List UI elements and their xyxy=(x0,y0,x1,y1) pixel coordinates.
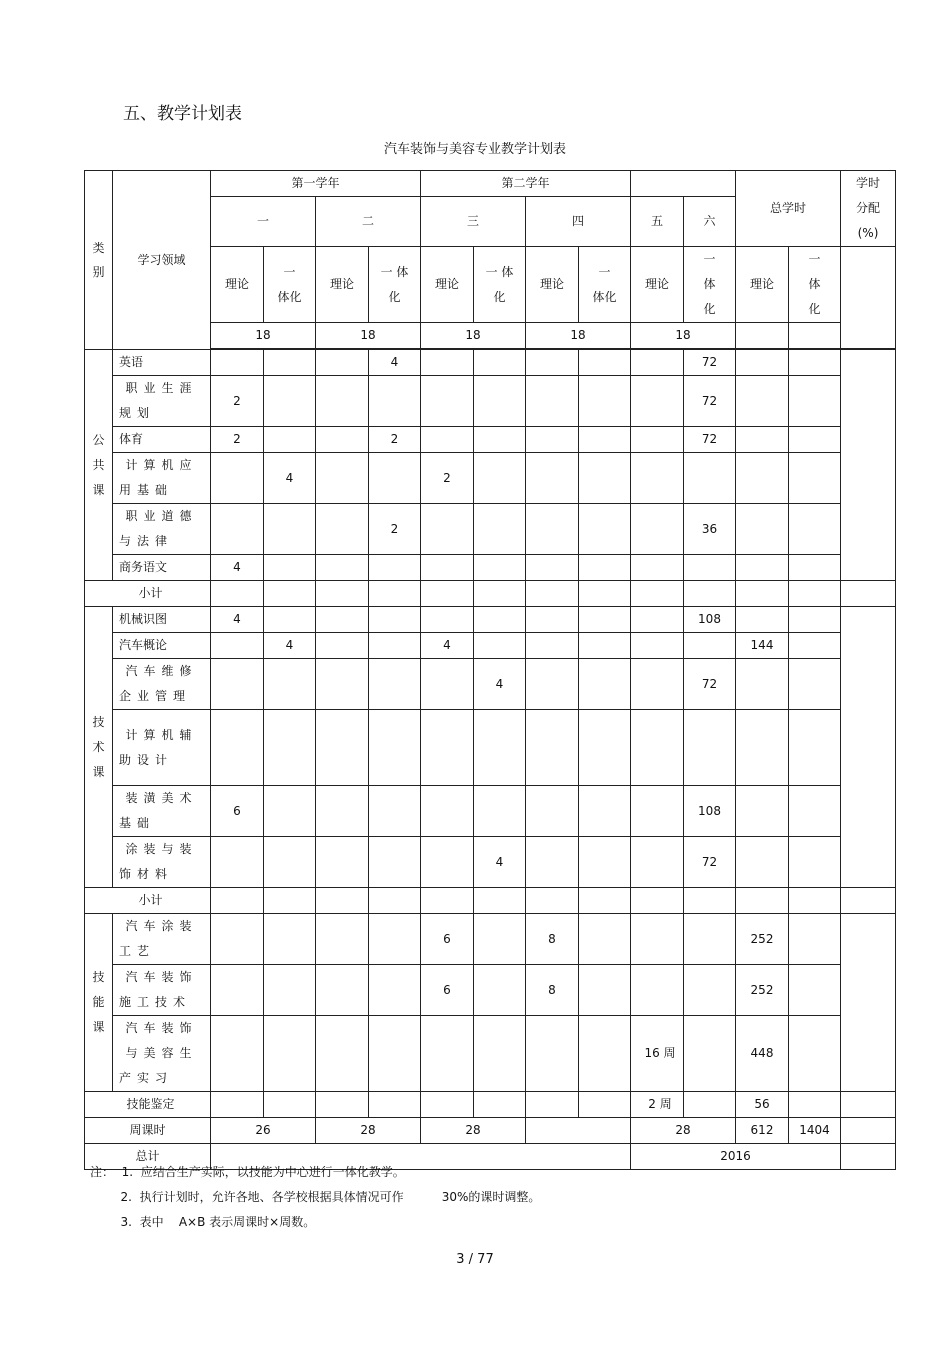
hours-cell: 2 xyxy=(369,427,421,453)
hours-cell xyxy=(579,710,631,786)
course-row xyxy=(85,555,896,581)
course-name: 商务语文 xyxy=(113,555,211,581)
hours-cell xyxy=(631,376,684,427)
skill-assessment-weeks: 2 周 xyxy=(631,1092,684,1118)
hours-cell xyxy=(421,710,474,786)
hours-cell xyxy=(579,376,631,427)
course-row xyxy=(85,376,896,427)
hours-cell xyxy=(474,350,526,376)
hours-cell: 8 xyxy=(526,965,579,1016)
hours-cell xyxy=(264,376,316,427)
theory-label: 理论 xyxy=(421,247,474,323)
hours-cell xyxy=(526,453,579,504)
course-row xyxy=(85,914,896,965)
hours-cell xyxy=(631,786,684,837)
hours-cell xyxy=(421,350,474,376)
hours-cell xyxy=(421,607,474,633)
hours-cell xyxy=(684,710,736,786)
hours-cell xyxy=(789,555,841,581)
hours-cell: 72 xyxy=(684,350,736,376)
hours-cell xyxy=(526,786,579,837)
hours-cell: 8 xyxy=(526,914,579,965)
hours-cell xyxy=(211,453,264,504)
hours-cell xyxy=(684,453,736,504)
term5-header: 五 xyxy=(631,197,684,247)
hours-cell: 252 xyxy=(736,965,789,1016)
course-row xyxy=(85,659,896,710)
ratio-header: 学时 分配 (%) xyxy=(841,171,896,247)
hours-cell xyxy=(631,555,684,581)
course-name: 计算机应用基础 xyxy=(113,453,211,504)
hours-cell xyxy=(526,350,579,376)
course-name: 汽车装饰施工技术 xyxy=(113,965,211,1016)
course-row xyxy=(85,710,896,786)
hours-cell xyxy=(684,1016,736,1092)
hours-cell xyxy=(631,633,684,659)
hours-cell xyxy=(579,504,631,555)
hours-cell xyxy=(579,786,631,837)
year1-header: 第一学年 xyxy=(211,171,421,197)
hours-cell xyxy=(631,965,684,1016)
course-row xyxy=(85,607,896,633)
hours-cell xyxy=(684,965,736,1016)
hours-cell: 72 xyxy=(684,427,736,453)
hours-cell xyxy=(631,607,684,633)
term6-header: 六 xyxy=(684,197,736,247)
hours-cell xyxy=(526,710,579,786)
hours-cell xyxy=(316,504,369,555)
hours-cell xyxy=(264,1016,316,1092)
hours-cell xyxy=(526,427,579,453)
course-name: 装潢美术基础 xyxy=(113,786,211,837)
theory-label: 理论 xyxy=(526,247,579,323)
hours-cell xyxy=(579,555,631,581)
course-name: 机械识图 xyxy=(113,607,211,633)
term3-header: 三 xyxy=(421,197,526,247)
hours-cell: 16 周 xyxy=(631,1016,684,1092)
hours-cell xyxy=(736,659,789,710)
hours-cell xyxy=(684,633,736,659)
hours-cell xyxy=(789,914,841,965)
hours-cell: 4 xyxy=(421,633,474,659)
hours-cell xyxy=(789,710,841,786)
term4-header: 四 xyxy=(526,197,631,247)
hours-cell xyxy=(369,633,421,659)
course-row xyxy=(85,1016,896,1092)
hours-cell xyxy=(789,376,841,427)
course-row xyxy=(85,504,896,555)
hours-cell xyxy=(369,555,421,581)
hours-cell xyxy=(211,350,264,376)
hours-cell xyxy=(526,607,579,633)
hours-cell xyxy=(421,376,474,427)
hours-cell xyxy=(474,504,526,555)
hours-cell xyxy=(316,1016,369,1092)
hours-cell xyxy=(211,504,264,555)
hours-cell xyxy=(369,786,421,837)
hours-cell: 2 xyxy=(421,453,474,504)
weekly-hours-term3: 28 xyxy=(421,1118,526,1144)
integrated-label: 一 体 化 xyxy=(684,247,736,323)
weeks-term56: 18 xyxy=(631,323,736,349)
hours-cell xyxy=(211,633,264,659)
hours-cell: 2 xyxy=(211,427,264,453)
weekly-hours-row xyxy=(85,1118,896,1144)
hours-cell: 72 xyxy=(684,837,736,888)
hours-cell xyxy=(316,965,369,1016)
hours-cell: 4 xyxy=(211,555,264,581)
hours-cell xyxy=(474,710,526,786)
ratio-cell xyxy=(841,607,896,888)
hours-cell xyxy=(789,786,841,837)
course-row xyxy=(85,453,896,504)
term1-header: 一 xyxy=(211,197,316,247)
hours-cell xyxy=(631,350,684,376)
category-header: 类 别 xyxy=(85,171,113,350)
hours-cell xyxy=(369,914,421,965)
hours-cell xyxy=(736,427,789,453)
hours-cell xyxy=(316,633,369,659)
hours-cell xyxy=(421,786,474,837)
hours-cell xyxy=(264,914,316,965)
hours-cell xyxy=(264,504,316,555)
page-number: 3 / 77 xyxy=(456,1252,494,1267)
hours-cell xyxy=(211,710,264,786)
hours-cell xyxy=(369,453,421,504)
hours-cell xyxy=(736,607,789,633)
hours-cell xyxy=(211,1016,264,1092)
course-name: 英语 xyxy=(113,350,211,376)
skill-assessment-hours: 56 xyxy=(736,1092,789,1118)
hours-cell xyxy=(316,786,369,837)
hours-cell xyxy=(631,710,684,786)
notes xyxy=(90,1160,540,1235)
hours-cell xyxy=(526,376,579,427)
hours-cell xyxy=(369,659,421,710)
hours-cell xyxy=(316,710,369,786)
hours-cell xyxy=(736,453,789,504)
hours-cell xyxy=(789,350,841,376)
group-label: 技 术 课 xyxy=(85,607,113,888)
hours-cell xyxy=(789,427,841,453)
hours-cell xyxy=(789,659,841,710)
weeks-term4: 18 xyxy=(526,323,631,349)
hours-cell xyxy=(316,453,369,504)
section-heading: 五、教学计划表 xyxy=(123,104,242,124)
ratio-cell xyxy=(841,350,896,581)
hours-cell xyxy=(684,555,736,581)
hours-cell xyxy=(264,607,316,633)
course-row xyxy=(85,633,896,659)
course-row xyxy=(85,837,896,888)
hours-cell xyxy=(789,633,841,659)
hours-cell xyxy=(264,710,316,786)
hours-cell xyxy=(369,607,421,633)
hours-cell xyxy=(264,786,316,837)
hours-cell xyxy=(369,710,421,786)
hours-cell: 4 xyxy=(211,607,264,633)
hours-cell xyxy=(316,659,369,710)
integrated-label: 一 体 化 xyxy=(789,247,841,323)
skill-assessment-row xyxy=(85,1092,896,1118)
hours-cell xyxy=(474,555,526,581)
group-label: 公 共 课 xyxy=(85,350,113,581)
hours-cell xyxy=(789,504,841,555)
hours-cell xyxy=(316,427,369,453)
course-name: 汽车概论 xyxy=(113,633,211,659)
hours-cell xyxy=(421,504,474,555)
course-name: 计算机辅助设计 xyxy=(113,710,211,786)
hours-cell xyxy=(316,376,369,427)
hours-cell xyxy=(316,555,369,581)
hours-cell xyxy=(579,350,631,376)
hours-cell: 4 xyxy=(264,633,316,659)
subtotal-label: 小计 xyxy=(85,888,211,914)
course-name: 汽车涂装工艺 xyxy=(113,914,211,965)
hours-cell xyxy=(264,427,316,453)
course-row xyxy=(85,350,896,376)
integrated-label: 一 体化 xyxy=(264,247,316,323)
weekly-hours-label: 周课时 xyxy=(85,1118,211,1144)
hours-cell xyxy=(789,453,841,504)
hours-cell xyxy=(579,914,631,965)
skill-assessment-label: 技能鉴定 xyxy=(85,1092,211,1118)
hours-cell xyxy=(211,914,264,965)
integrated-label: 一 体 化 xyxy=(369,247,421,323)
hours-cell: 36 xyxy=(684,504,736,555)
hours-cell xyxy=(474,633,526,659)
weeks-term1: 18 xyxy=(211,323,316,349)
hours-cell: 6 xyxy=(211,786,264,837)
note-3: 3. 表中 A×B 表示周课时×周数。 xyxy=(90,1215,316,1229)
course-name: 体育 xyxy=(113,427,211,453)
hours-cell xyxy=(474,914,526,965)
theory-label: 理论 xyxy=(631,247,684,323)
hours-cell xyxy=(474,427,526,453)
theory-label: 理论 xyxy=(211,247,264,323)
hours-cell xyxy=(316,350,369,376)
hours-cell xyxy=(211,965,264,1016)
note-1: 注： 1. 应结合生产实际，以技能为中心进行一体化教学。 xyxy=(90,1165,405,1179)
hours-cell xyxy=(526,1016,579,1092)
hours-cell xyxy=(631,504,684,555)
course-name: 职业道德与法律 xyxy=(113,504,211,555)
course-row xyxy=(85,786,896,837)
hours-cell: 4 xyxy=(264,453,316,504)
hours-cell: 4 xyxy=(369,350,421,376)
hours-cell xyxy=(369,376,421,427)
hours-cell: 108 xyxy=(684,786,736,837)
hours-cell xyxy=(421,837,474,888)
hours-cell xyxy=(421,1016,474,1092)
hours-cell xyxy=(579,633,631,659)
hours-cell xyxy=(684,914,736,965)
integrated-label: 一 体 化 xyxy=(474,247,526,323)
hours-cell xyxy=(579,1016,631,1092)
note-2: 2. 执行计划时，允许各地、各学校根据具体情况可作 30%的课时调整。 xyxy=(90,1190,541,1204)
hours-cell xyxy=(736,837,789,888)
weekly-theory-total: 612 xyxy=(736,1118,789,1144)
hours-cell: 144 xyxy=(736,633,789,659)
teaching-plan-table xyxy=(84,170,896,1170)
hours-cell xyxy=(316,914,369,965)
weekly-hours-term1: 26 xyxy=(211,1118,316,1144)
hours-cell xyxy=(526,504,579,555)
hours-cell xyxy=(369,965,421,1016)
year2-header: 第二学年 xyxy=(421,171,631,197)
hours-cell xyxy=(211,837,264,888)
weekly-hours-term56: 28 xyxy=(631,1118,736,1144)
hours-cell xyxy=(316,837,369,888)
hours-cell xyxy=(579,607,631,633)
hours-cell: 72 xyxy=(684,659,736,710)
hours-cell xyxy=(474,376,526,427)
hours-cell xyxy=(736,786,789,837)
hours-cell xyxy=(789,1016,841,1092)
hours-cell: 108 xyxy=(684,607,736,633)
hours-cell xyxy=(526,555,579,581)
hours-cell xyxy=(579,659,631,710)
hours-cell xyxy=(474,453,526,504)
public-subtotal-row xyxy=(85,581,896,607)
hours-cell xyxy=(421,555,474,581)
subtotal-label: 小计 xyxy=(85,581,211,607)
integrated-label: 一 体化 xyxy=(579,247,631,323)
hours-cell xyxy=(789,607,841,633)
hours-cell xyxy=(789,837,841,888)
hours-cell xyxy=(264,555,316,581)
hours-cell xyxy=(264,659,316,710)
total-hours-header: 总学时 xyxy=(736,171,841,247)
hours-cell xyxy=(264,965,316,1016)
group-label: 技 能 课 xyxy=(85,914,113,1092)
hours-cell xyxy=(474,965,526,1016)
course-row xyxy=(85,965,896,1016)
course-row xyxy=(85,427,896,453)
hours-cell xyxy=(631,914,684,965)
hours-cell xyxy=(579,965,631,1016)
hours-cell xyxy=(736,710,789,786)
hours-cell xyxy=(264,837,316,888)
hours-cell: 72 xyxy=(684,376,736,427)
weekly-integrated-total: 1404 xyxy=(789,1118,841,1144)
hours-cell xyxy=(579,453,631,504)
hours-cell xyxy=(211,659,264,710)
hours-cell: 252 xyxy=(736,914,789,965)
hours-cell: 6 xyxy=(421,914,474,965)
year3-header xyxy=(631,171,736,197)
ratio-cell xyxy=(841,914,896,1092)
hours-cell xyxy=(264,350,316,376)
weeks-term3: 18 xyxy=(421,323,526,349)
hours-cell xyxy=(526,659,579,710)
theory-label: 理论 xyxy=(736,247,789,323)
grand-total-value: 2016 xyxy=(631,1144,841,1170)
hours-cell xyxy=(631,427,684,453)
hours-cell xyxy=(474,786,526,837)
grand-total-label: 总计 xyxy=(85,1144,211,1170)
theory-label: 理论 xyxy=(316,247,369,323)
term2-header: 二 xyxy=(316,197,421,247)
hours-cell: 4 xyxy=(474,659,526,710)
hours-cell xyxy=(736,376,789,427)
hours-cell xyxy=(421,659,474,710)
hours-cell: 448 xyxy=(736,1016,789,1092)
hours-cell xyxy=(631,659,684,710)
weekly-hours-term2: 28 xyxy=(316,1118,421,1144)
hours-cell xyxy=(474,607,526,633)
hours-cell xyxy=(579,837,631,888)
hours-cell xyxy=(631,837,684,888)
hours-cell: 2 xyxy=(369,504,421,555)
hours-cell xyxy=(736,350,789,376)
weeks-term2: 18 xyxy=(316,323,421,349)
ratio-blank xyxy=(841,247,896,349)
course-name: 职业生涯规划 xyxy=(113,376,211,427)
hours-cell xyxy=(316,607,369,633)
hours-cell: 2 xyxy=(211,376,264,427)
hours-cell xyxy=(631,453,684,504)
hours-cell xyxy=(526,837,579,888)
hours-cell xyxy=(369,837,421,888)
hours-cell xyxy=(736,504,789,555)
weekly-hours-term4 xyxy=(526,1118,631,1144)
hours-cell: 6 xyxy=(421,965,474,1016)
hours-cell xyxy=(474,1016,526,1092)
field-header: 学习领域 xyxy=(113,171,211,350)
tech-subtotal-row xyxy=(85,888,896,914)
hours-cell xyxy=(526,633,579,659)
hours-cell xyxy=(579,427,631,453)
hours-cell xyxy=(736,555,789,581)
table-title: 汽车装饰与美容专业教学计划表 xyxy=(383,142,566,157)
course-name: 汽车装饰与美容生产实习 xyxy=(113,1016,211,1092)
hours-cell xyxy=(369,1016,421,1092)
hours-cell xyxy=(421,427,474,453)
course-name: 涂装与装饰材料 xyxy=(113,837,211,888)
course-name: 汽车维修企业管理 xyxy=(113,659,211,710)
hours-cell xyxy=(789,965,841,1016)
hours-cell: 4 xyxy=(474,837,526,888)
